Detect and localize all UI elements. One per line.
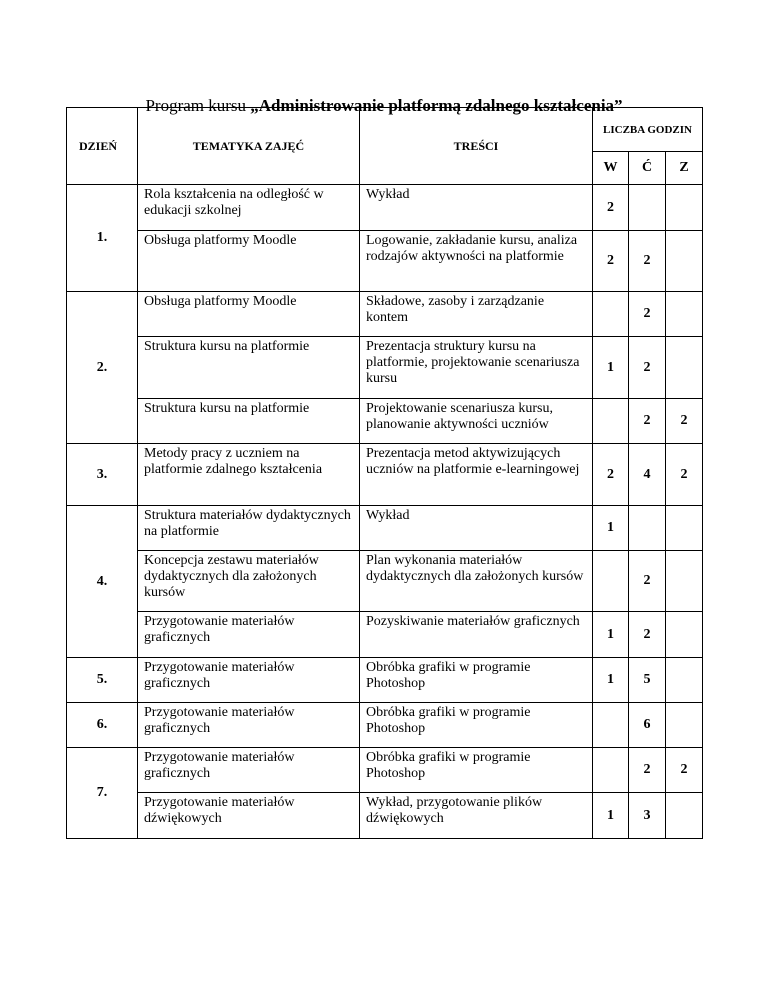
day-cell: 1. [67,185,138,292]
hours-c-cell [629,185,666,231]
content-cell: Plan wykonania materiałów dydaktycznych dla założonych kursów [360,551,593,612]
header-w: W [593,152,629,185]
hours-c-cell: 2 [629,748,666,793]
hours-c-cell: 5 [629,658,666,703]
hours-w-cell: 1 [593,658,629,703]
topic-cell: Przygotowanie materiałów dźwiękowych [138,793,360,839]
hours-c-cell: 2 [629,231,666,292]
hours-z-cell: 2 [666,444,703,506]
header-c: Ć [629,152,666,185]
hours-w-cell: 2 [593,444,629,506]
hours-z-cell [666,506,703,551]
hours-c-cell: 6 [629,703,666,748]
hours-c-cell: 2 [629,337,666,399]
topic-cell: Obsługa platformy Moodle [138,231,360,292]
header-z: Z [666,152,703,185]
header-topic: TEMATYKA ZAJĘĆ [138,108,360,185]
topic-cell: Przygotowanie materiałów graficznych [138,612,360,658]
program-table [66,107,703,839]
content-cell: Obróbka grafiki w programie Photoshop [360,703,593,748]
table-row [67,337,703,399]
content-cell: Projektowanie scenariusza kursu, planowanie aktywności uczniów [360,399,593,444]
table-row [67,551,703,612]
topic-cell: Przygotowanie materiałów graficznych [138,703,360,748]
hours-c-cell: 2 [629,612,666,658]
hours-w-cell [593,748,629,793]
hours-z-cell [666,551,703,612]
content-cell: Składowe, zasoby i zarządzanie kontem [360,292,593,337]
hours-z-cell: 2 [666,399,703,444]
hours-w-cell: 1 [593,612,629,658]
hours-c-cell: 2 [629,551,666,612]
day-cell: 7. [67,748,138,839]
hours-w-cell: 2 [593,185,629,231]
table-row [67,703,703,748]
table-row [67,185,703,231]
table-row [67,612,703,658]
hours-w-cell: 1 [593,506,629,551]
hours-w-cell [593,399,629,444]
topic-cell: Metody pracy z uczniem na platformie zdalnego kształcenia [138,444,360,506]
hours-w-cell [593,292,629,337]
title-bold: „Administrowanie platformą zdalnego kształcenia” [250,96,623,115]
table-row [67,793,703,839]
content-cell: Wykład, przygotowanie plików dźwiękowych [360,793,593,839]
topic-cell: Struktura kursu na platformie [138,399,360,444]
content-cell: Obróbka grafiki w programie Photoshop [360,748,593,793]
day-cell: 2. [67,292,138,444]
hours-w-cell [593,703,629,748]
content-cell: Logowanie, zakładanie kursu, analiza rodzajów aktywności na platformie [360,231,593,292]
hours-w-cell: 1 [593,793,629,839]
topic-cell: Przygotowanie materiałów graficznych [138,748,360,793]
hours-z-cell [666,337,703,399]
topic-cell: Obsługa platformy Moodle [138,292,360,337]
header-day: DZIEŃ [67,108,138,185]
hours-c-cell: 2 [629,292,666,337]
hours-z-cell [666,793,703,839]
header-hours: LICZBA GODZIN [593,108,703,152]
hours-w-cell: 2 [593,231,629,292]
topic-cell: Struktura materiałów dydaktycznych na platformie [138,506,360,551]
topic-cell: Rola kształcenia na odległość w edukacji szkolnej [138,185,360,231]
table-row [67,231,703,292]
hours-z-cell: 2 [666,748,703,793]
hours-z-cell [666,292,703,337]
hours-w-cell [593,551,629,612]
table-row [67,506,703,551]
content-cell: Wykład [360,506,593,551]
hours-c-cell: 2 [629,399,666,444]
content-cell: Wykład [360,185,593,231]
topic-cell: Struktura kursu na platformie [138,337,360,399]
day-cell: 3. [67,444,138,506]
hours-c-cell: 3 [629,793,666,839]
table-row [67,658,703,703]
hours-c-cell: 4 [629,444,666,506]
hours-z-cell [666,185,703,231]
hours-z-cell [666,231,703,292]
content-cell: Pozyskiwanie materiałów graficznych [360,612,593,658]
hours-z-cell [666,658,703,703]
header-content: TREŚCI [360,108,593,185]
day-cell: 5. [67,658,138,703]
hours-w-cell: 1 [593,337,629,399]
day-cell: 6. [67,703,138,748]
topic-cell: Przygotowanie materiałów graficznych [138,658,360,703]
topic-cell: Koncepcja zestawu materiałów dydaktycznych dla założonych kursów [138,551,360,612]
table-row [67,444,703,506]
hours-z-cell [666,612,703,658]
table-row [67,748,703,793]
hours-c-cell [629,506,666,551]
content-cell: Prezentacja metod aktywizujących uczniów na platformie e-learningowej [360,444,593,506]
day-cell: 4. [67,506,138,658]
hours-z-cell [666,703,703,748]
title-prefix: Program kursu [145,96,251,115]
table-row [67,399,703,444]
content-cell: Obróbka grafiki w programie Photoshop [360,658,593,703]
content-cell: Prezentacja struktury kursu na platformie, projektowanie scenariusza kursu [360,337,593,399]
table-row [67,292,703,337]
